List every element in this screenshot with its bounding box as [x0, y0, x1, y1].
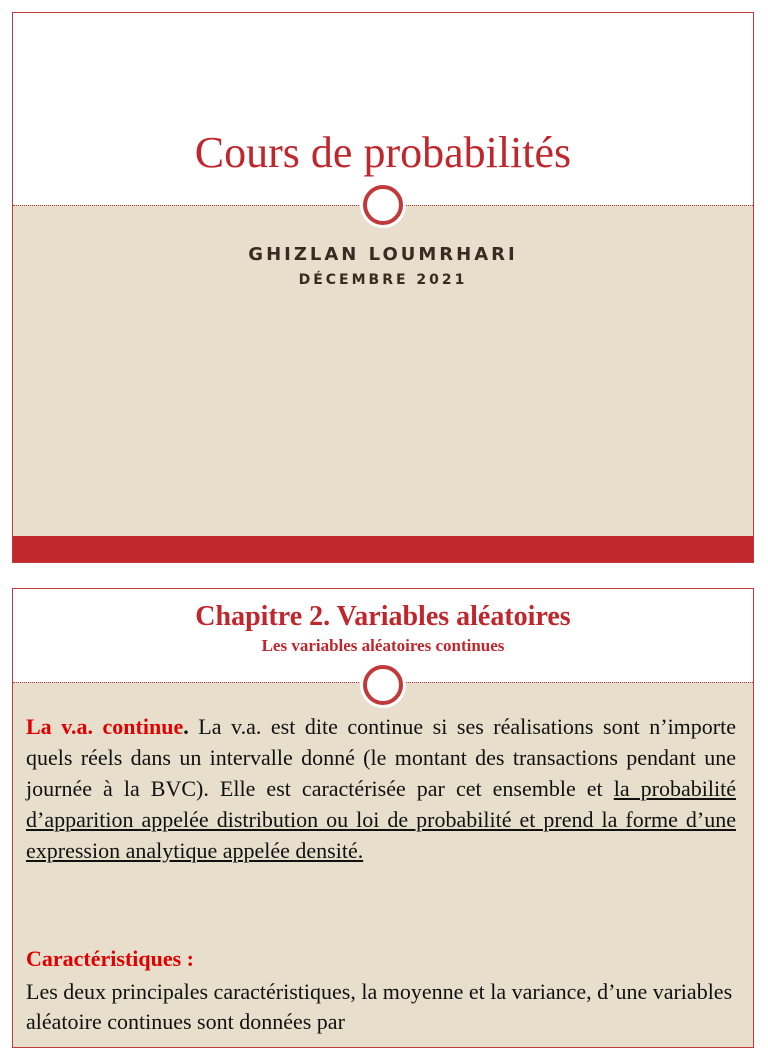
definition-text: La v.a. est dite continue si ses réalisations sont n’importe quels réels dans un intervalle donné (le montant des transactions pendant une journée à la BVC). Elle est caractérisée par cet ensemble et: [26, 714, 736, 801]
chapter-subtitle: Les variables aléatoires continues: [261, 636, 505, 655]
characteristics-text: Les deux principales caractéristiques, la moyenne et la variance, d’une variables aléatoire continues sont données par: [26, 979, 733, 1034]
definition-underlined-text: la probabilité d’apparition appelée distribution ou loi de probabilité et prend la forme d’une expression analytique appelée densité.: [26, 776, 736, 863]
content-slide: [12, 588, 754, 1048]
circle-ornament-icon: [363, 665, 403, 705]
title-slide: [12, 12, 754, 563]
definition-term: La v.a. continue: [26, 714, 184, 739]
definition-term-period: .: [183, 714, 189, 739]
chapter-title: Chapitre 2. Variables aléatoires: [195, 601, 571, 632]
course-title: Cours de probabilités: [194, 128, 572, 177]
circle-ornament-icon: [363, 185, 403, 225]
course-date: DÉCEMBRE 2021: [298, 272, 468, 288]
definition-paragraph: [26, 711, 736, 866]
characteristics-heading: Caractéristiques :: [26, 946, 195, 971]
author-name: GHIZLAN LOUMRHARI: [248, 244, 518, 265]
bottom-accent-band: [13, 536, 753, 562]
